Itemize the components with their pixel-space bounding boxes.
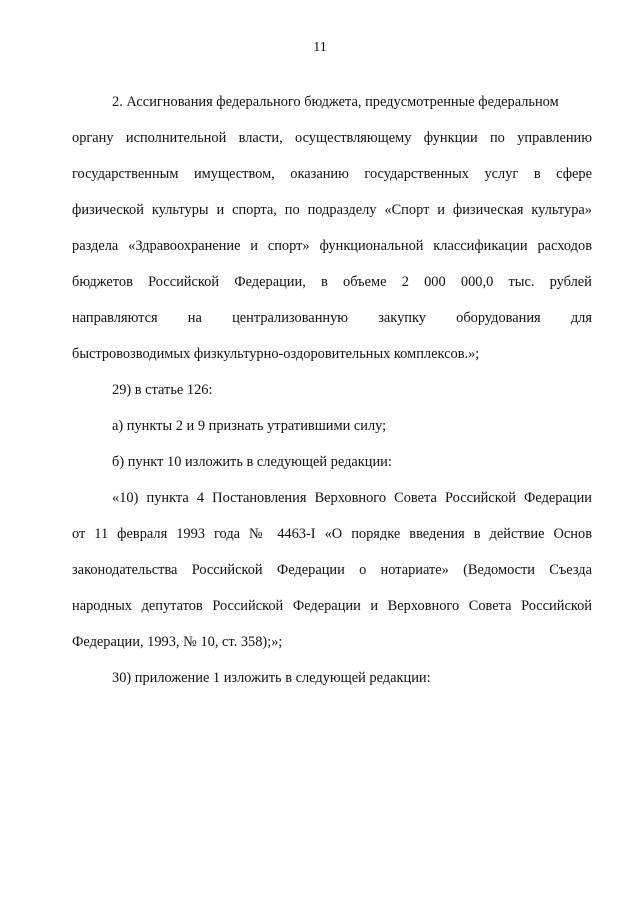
- word: бюджетов: [72, 274, 133, 290]
- word: Федерации,: [234, 274, 306, 290]
- word: рублей: [549, 274, 592, 290]
- text-line: физической культуры и спорта, по подразделу «Спорт и физическая культура»: [72, 202, 592, 218]
- item-29a: а) пункты 2 и 9 признать утратившими силу;: [112, 418, 387, 434]
- word: для: [570, 310, 592, 326]
- text-line: «10) пункта 4 Постановления Верховного Совета Российской Федерации: [112, 490, 592, 506]
- word: объеме: [343, 274, 387, 290]
- text-line: раздела «Здравоохранение и спорт» функциональной классификации расходов: [72, 238, 592, 254]
- word: закупку: [378, 310, 426, 326]
- word: Российской: [148, 274, 220, 290]
- word: 000,0: [460, 274, 494, 290]
- word: оборудования: [456, 310, 541, 326]
- text-line-spaced: [72, 309, 592, 327]
- word: 2: [401, 274, 409, 290]
- item-29: 29) в статье 126:: [112, 382, 213, 398]
- word: централизованную: [232, 310, 349, 326]
- text-line: органу исполнительной власти, осуществляющему функции по управлению: [72, 130, 592, 146]
- page-number: 11: [313, 40, 327, 55]
- word: в: [321, 274, 328, 290]
- text-line: 2. Ассигнования федерального бюджета, предусмотренные федеральном: [112, 94, 559, 110]
- item-29b: б) пункт 10 изложить в следующей редакции:: [112, 454, 392, 470]
- text-line: государственным имуществом, оказанию государственных услуг в сфере: [72, 166, 592, 182]
- text-line: законодательства Российской Федерации о нотариате» (Ведомости Съезда: [72, 562, 592, 578]
- text-line: народных депутатов Российской Федерации и Верховного Совета Российской: [72, 598, 592, 614]
- text-line: быстровозводимых физкультурно-оздоровительных комплексов.»;: [72, 346, 480, 362]
- word: тыс.: [508, 274, 535, 290]
- text-line: Федерации, 1993, № 10, ст. 358);»;: [72, 634, 283, 650]
- text-line: от 11 февраля 1993 года № 4463-I «О порядке введения в действие Основ: [72, 526, 592, 542]
- word: на: [187, 310, 202, 326]
- word: направляются: [72, 310, 158, 326]
- word: 000: [424, 274, 446, 290]
- text-line-spaced: [72, 273, 592, 291]
- item-30: 30) приложение 1 изложить в следующей редакции:: [112, 670, 431, 686]
